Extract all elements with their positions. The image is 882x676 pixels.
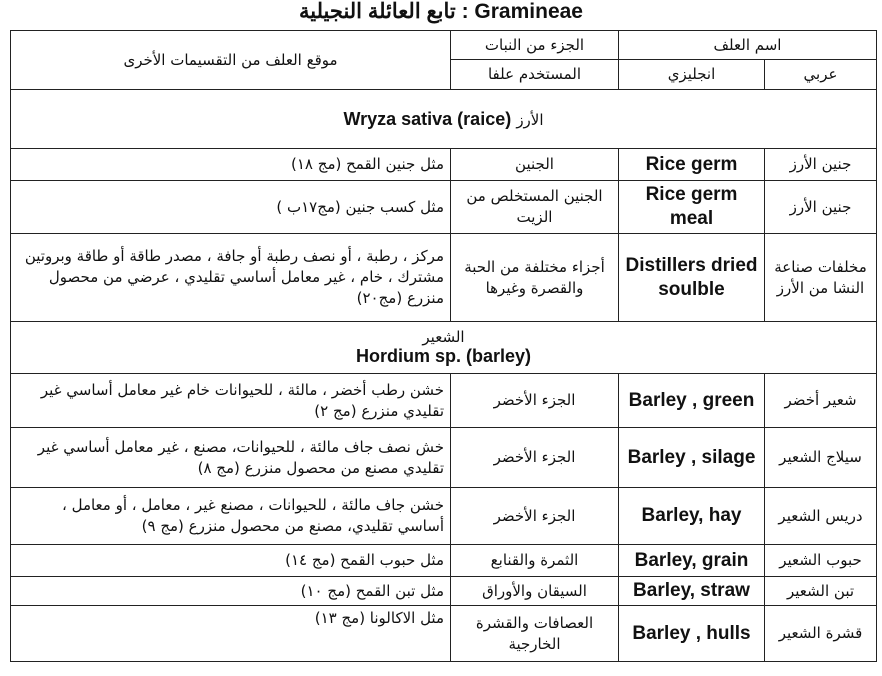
feed-name-header: اسم العلف xyxy=(619,31,877,60)
table-row xyxy=(11,149,877,181)
cell-location: مثل حبوب القمح (مج ١٤) xyxy=(11,545,451,577)
cell-plant-part: الجزء الأخضر xyxy=(451,428,619,488)
cell-plant-part: الجزء الأخضر xyxy=(451,488,619,545)
header-row xyxy=(11,31,877,60)
cell-english-name: Barley , green xyxy=(619,374,765,428)
cell-english-name: Distillers dried soulble xyxy=(619,234,765,322)
cell-plant-part: العصافات والقشرة الخارجية xyxy=(451,606,619,662)
table-row xyxy=(11,234,877,322)
cell-english-name: Barley, grain xyxy=(619,545,765,577)
cell-plant-part: الجنين xyxy=(451,149,619,181)
section-latin-name: Wryza sativa (raice) xyxy=(343,108,512,129)
cell-plant-part: الثمرة والقنابع xyxy=(451,545,619,577)
cell-english-name: Rice germ xyxy=(619,149,765,181)
arabic-name-header: عربي xyxy=(765,60,877,90)
cell-location: مثل تبن القمح (مج ١٠) xyxy=(11,577,451,606)
cell-english-name: Barley, hay xyxy=(619,488,765,545)
section-heading-rice xyxy=(11,90,877,149)
section-heading-barley xyxy=(11,322,877,374)
cell-arabic-name: حبوب الشعير xyxy=(765,545,877,577)
cell-arabic-name: تبن الشعير xyxy=(765,577,877,606)
table-row xyxy=(11,577,877,606)
used-as-feed-header: المستخدم علفا xyxy=(451,60,619,90)
table-row xyxy=(11,545,877,577)
cell-plant-part: السيقان والأوراق xyxy=(451,577,619,606)
cell-english-name: Rice germ meal xyxy=(619,181,765,234)
plant-part-header: الجزء من النبات xyxy=(451,31,619,60)
table-row xyxy=(11,606,877,662)
english-name-header: انجليزي xyxy=(619,60,765,90)
cell-arabic-name: شعير أخضر xyxy=(765,374,877,428)
location-header: موقع العلف من التقسيمات الأخرى xyxy=(11,31,451,90)
cell-location: مثل جنين القمح (مج ١٨) xyxy=(11,149,451,181)
cell-arabic-name: جنين الأرز xyxy=(765,149,877,181)
cell-arabic-name: جنين الأرز xyxy=(765,181,877,234)
cell-location: خش نصف جاف مالئة ، للحيوانات، مصنع ، غير معامل أساسي غير تقليدي مصنع من محصول منزرع (مج ٨) xyxy=(11,428,451,488)
cell-location: مركز ، رطبة ، أو نصف رطبة أو جافة ، مصدر طاقة أو طاقة وبروتين مشترك ، خام ، غير معامل أساسي تقليدي ، عرضي من محصول منزرع (مج٢٠) xyxy=(11,234,451,322)
cell-english-name: Barley, straw xyxy=(619,577,765,606)
cell-arabic-name: سيلاج الشعير xyxy=(765,428,877,488)
cell-plant-part: الجزء الأخضر xyxy=(451,374,619,428)
cell-location: خشن جاف مالئة ، للحيوانات ، مصنع غير ، معامل ، أو معامل ، أساسي تقليدي، مصنع من محصول منزرع (مج ٩) xyxy=(11,488,451,545)
page-title: تابع العائلة النجيلية : Gramineae xyxy=(299,0,583,23)
cell-arabic-name: دريس الشعير xyxy=(765,488,877,545)
cell-plant-part: الجنين المستخلص من الزيت xyxy=(451,181,619,234)
cell-arabic-name: قشرة الشعير xyxy=(765,606,877,662)
feed-table xyxy=(10,30,877,662)
table-row xyxy=(11,488,877,545)
cell-arabic-name: مخلفات صناعة النشا من الأرز xyxy=(765,234,877,322)
cell-english-name: Barley , silage xyxy=(619,428,765,488)
table-row xyxy=(11,428,877,488)
section-latin-name: Hordium sp. (barley) xyxy=(355,346,532,366)
table-row xyxy=(11,374,877,428)
cell-location: مثل الاكالونا (مج ١٣) xyxy=(11,606,451,662)
cell-location: خشن رطب أخضر ، مالئة ، للحيوانات خام غير معامل أساسي غير تقليدي منزرع (مج ٢) xyxy=(11,374,451,428)
cell-plant-part: أجزاء مختلفة من الحبة والقصرة وغيرها xyxy=(451,234,619,322)
cell-location: مثل كسب جنين (مج١٧ب ) xyxy=(11,181,451,234)
section-arabic-name: الأرز xyxy=(516,110,544,129)
cell-english-name: Barley , hulls xyxy=(619,606,765,662)
table-row xyxy=(11,181,877,234)
section-arabic-name: الشعير xyxy=(422,328,465,346)
